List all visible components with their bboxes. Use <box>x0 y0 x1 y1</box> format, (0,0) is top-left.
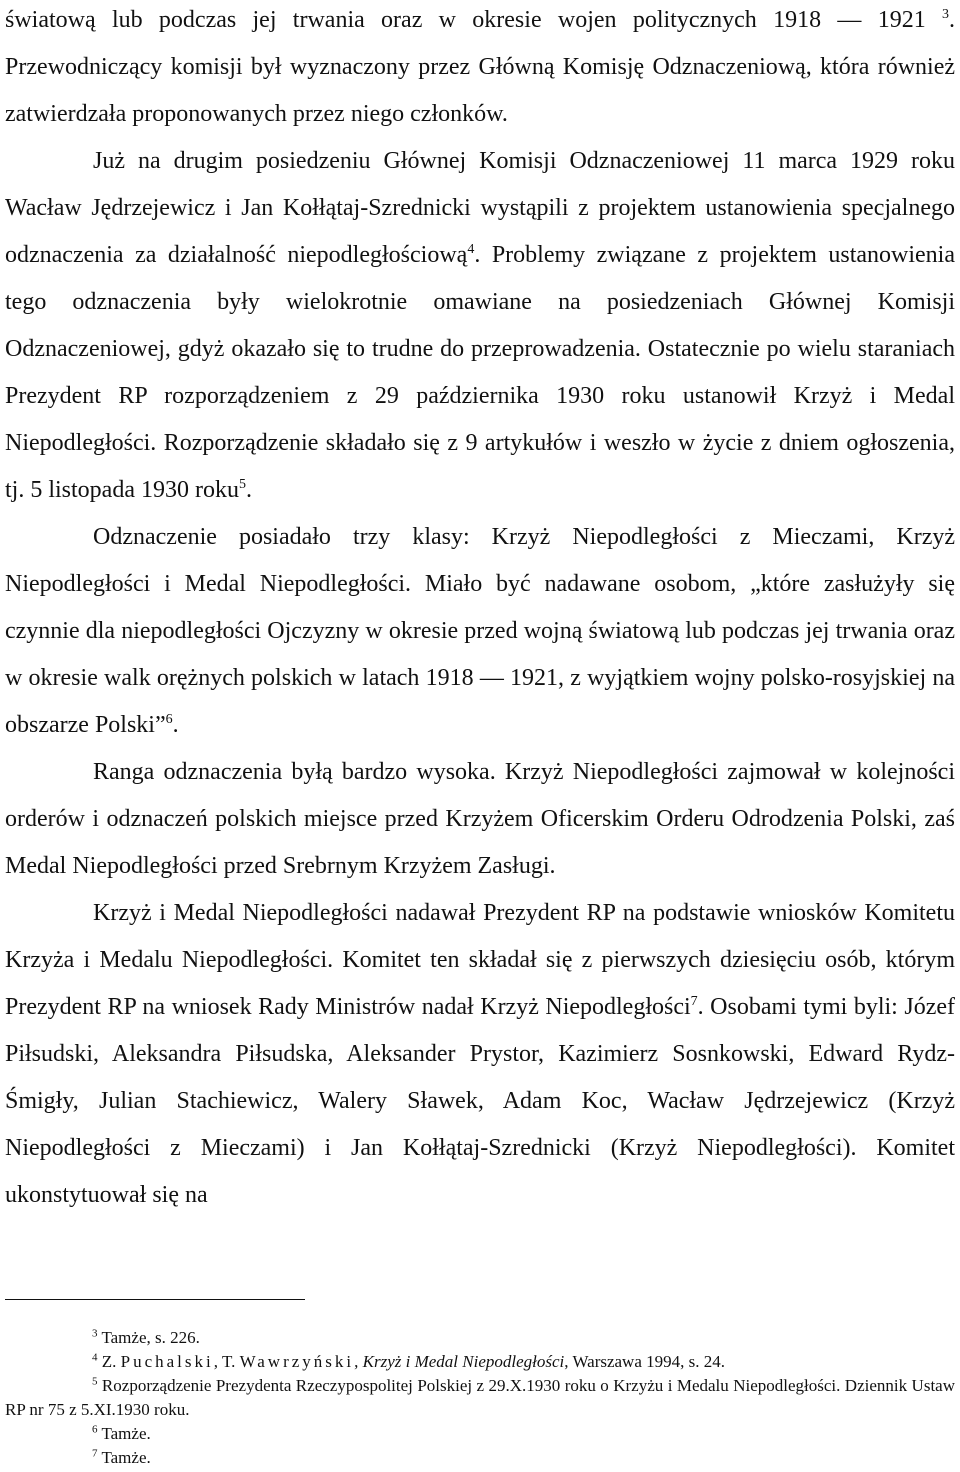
text-run: Krzyż i Medal Niepodległości nadawał Prezydent RP na podstawie wniosków Komitetu Krzyża i Medalu Niepodległości. Komitet ten składał się z pierwszych dziesięciu osób, którym Prezydent RP na wniosek Rady Ministrów nadał Krzyż Niepodległości <box>5 900 955 1020</box>
footnote <box>5 1446 955 1470</box>
text-run: Ranga odznaczenia byłą bardzo wysoka. Krzyż Niepodległości zajmował w kolejności orderów i odznaczeń polskich miejsce przed Krzyżem Oficerskim Orderu Odrodzenia Polski, zaś Medal Niepodległości przed Srebrnym Krzyżem Zasługi. <box>5 759 955 879</box>
footnote-separator <box>5 1299 305 1300</box>
footnote <box>5 1374 955 1422</box>
text-run: Tamże. <box>97 1448 151 1467</box>
text-run: . <box>245 477 252 503</box>
text-run: Tamże, s. 226. <box>97 1328 200 1347</box>
spaced-author-name: Wawrzyński <box>239 1352 355 1371</box>
text-run: Z. <box>97 1352 121 1371</box>
text-run: , T. <box>213 1352 240 1371</box>
paragraph <box>5 749 955 890</box>
paragraph <box>5 138 955 514</box>
text-run: . Problemy związane z projektem ustanowienia tego odznaczenia były wielokrotnie omawiane na posiedzeniach Głównej Komisji Odznaczeniowej, gdyż okazało się to trudne do przeprowadzenia. Ostatecznie po wielu staraniach Prezydent RP rozporządzeniem z 29 października 1930 roku ustanowił Krzyż i Medal Niepodległości. Rozporządzenie składało się z 9 artykułów i weszło w życie z dniem ogłoszenia, tj. 5 listopada 1930 roku <box>5 242 955 503</box>
paragraph <box>5 890 955 1219</box>
text-run: , Warszawa 1994, s. 24. <box>564 1352 725 1371</box>
footnote-ref: 5 <box>238 477 246 492</box>
footnote-ref: 6 <box>165 712 173 727</box>
footnotes <box>5 1326 955 1470</box>
footnote <box>5 1350 955 1374</box>
footnote-ref: 4 <box>467 242 475 257</box>
document-page <box>5 0 955 1219</box>
text-run: Odznaczenie posiadało trzy klasy: Krzyż Niepodległości z Mieczami, Krzyż Niepodległości i Medal Niepodległości. Miało być nadawane osobom, „które zasłużyły się czynnie dla niepodległości Ojczyzny w okresie przed wojną światową lub podczas jej trwania oraz w okresie walk orężnych polskich w latach 1918 — 1921, z wyjątkiem wojny polsko-rosyjskiej na obszarze Polski” <box>5 524 955 738</box>
text-run: Tamże. <box>97 1424 151 1443</box>
footnote <box>5 1422 955 1446</box>
italic-title: Krzyż i Medal Niepodległości <box>362 1352 565 1371</box>
text-run: Już na drugim posiedzeniu Głównej Komisji Odznaczeniowej 11 marca 1929 roku Wacław Jędrzejewicz i Jan Kołłątaj-Szrednicki wystąpili z projektem ustanowienia specjalnego odznaczenia za działalność niepodległościową <box>5 148 955 268</box>
footnote-ref: 6 <box>92 1423 98 1436</box>
footnote-ref: 3 <box>942 7 949 22</box>
paragraph <box>5 0 955 138</box>
footnote-ref: 7 <box>690 994 698 1009</box>
paragraph <box>5 514 955 749</box>
footnote-ref: 7 <box>92 1447 98 1460</box>
text-run: . Przewodniczący komisji był wyznaczony przez Główną Komisję Odznaczeniową, która również zatwierdzała proponowanych przez niego członków. <box>5 7 955 127</box>
text-run: , <box>354 1352 363 1371</box>
text-run: . <box>172 712 179 738</box>
text-run: . Osobami tymi byli: Józef Piłsudski, Aleksandra Piłsudska, Aleksander Prystor, Kazimierz Sosnkowski, Edward Rydz-Śmigły, Julian Stachiewicz, Walery Sławek, Adam Koc, Wacław Jędrzejewicz (Krzyż Niepodległości z Mieczami) i Jan Kołłątaj-Szrednicki (Krzyż Niepodległości). Komitet ukonstytuował się na <box>5 994 955 1208</box>
footnote-ref: 4 <box>92 1351 98 1364</box>
footnote <box>5 1326 955 1350</box>
text-run: światową lub podczas jej trwania oraz w okresie wojen politycznych 1918 — 1921 <box>5 7 942 33</box>
footnote-ref: 3 <box>92 1327 98 1340</box>
spaced-author-name: Puchalski <box>120 1352 214 1371</box>
footnote-ref: 5 <box>92 1375 98 1388</box>
text-run: Rozporządzenie Prezydenta Rzeczypospolitej Polskiej z 29.X.1930 roku o Krzyżu i Medalu Niepodległości. Dziennik Ustaw RP nr 75 z 5.XI.1930 roku. <box>5 1376 955 1419</box>
